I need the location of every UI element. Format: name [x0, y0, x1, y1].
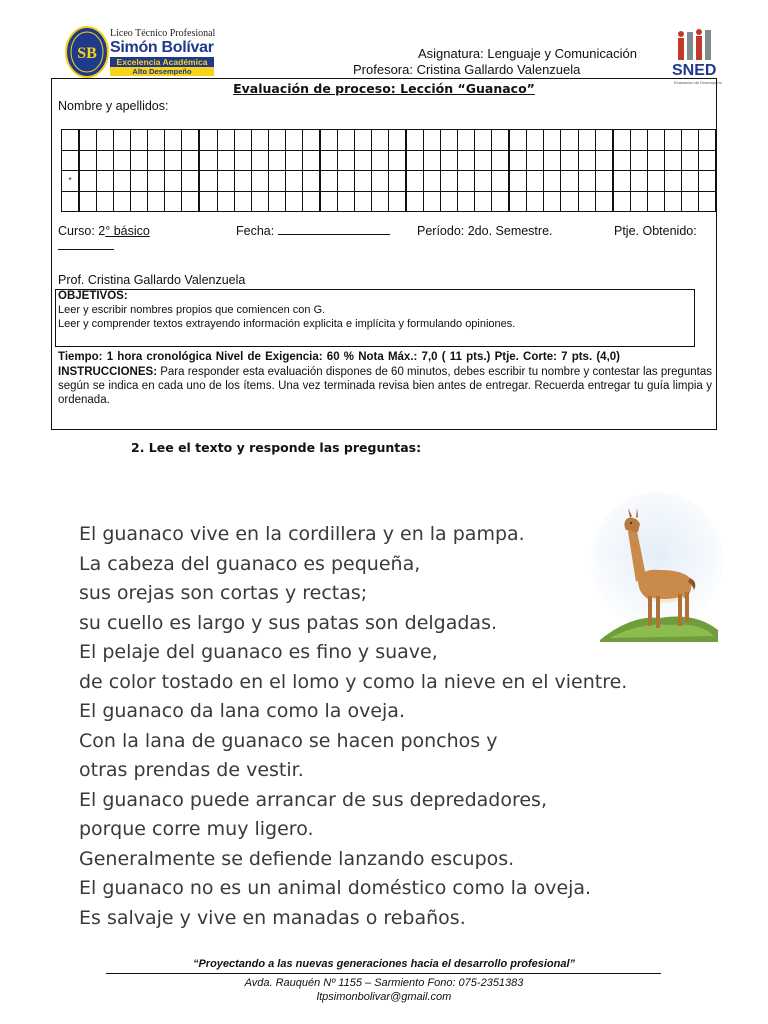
grid-cell[interactable] — [509, 171, 527, 192]
grid-cell[interactable] — [337, 130, 354, 151]
grid-cell[interactable] — [199, 150, 217, 171]
grid-cell[interactable] — [613, 191, 631, 212]
grid-cell[interactable] — [320, 191, 338, 212]
grid-cell[interactable] — [354, 130, 371, 151]
grid-cell[interactable] — [97, 171, 114, 192]
footer-email: ltpsimonbolivar@gmail.com — [316, 991, 452, 1003]
grid-cell[interactable] — [595, 130, 613, 151]
reading-passage — [79, 520, 627, 933]
grid-cell[interactable] — [354, 171, 371, 192]
grid-cell[interactable] — [165, 150, 182, 171]
grid-cell[interactable] — [595, 150, 613, 171]
grid-cell[interactable] — [302, 130, 320, 151]
grid-cell[interactable] — [613, 130, 631, 151]
grid-cell[interactable] — [217, 130, 234, 151]
grid-cell[interactable] — [492, 191, 510, 212]
sned-sublabel: Evaluación de Desempeño — [674, 80, 722, 85]
question-heading: 2. Lee el texto y responde las preguntas: — [131, 440, 422, 455]
grid-cell[interactable] — [475, 150, 492, 171]
grid-cell[interactable]: * — [62, 171, 80, 192]
grid-cell[interactable] — [388, 171, 406, 192]
grid-cell[interactable] — [681, 191, 698, 212]
grid-cell[interactable] — [388, 150, 406, 171]
grid-cell[interactable] — [630, 130, 647, 151]
grid-cell[interactable] — [62, 130, 80, 151]
grid-cell[interactable] — [165, 171, 182, 192]
grid-cell[interactable] — [354, 150, 371, 171]
grid-cell[interactable] — [234, 171, 251, 192]
grid-cell[interactable] — [199, 130, 217, 151]
sned-label: SNED — [672, 62, 717, 79]
grid-cell[interactable] — [698, 171, 715, 192]
reading-line: El guanaco da lana como la oveja. — [79, 700, 405, 722]
grid-cell[interactable] — [664, 130, 681, 151]
grid-cell[interactable] — [251, 130, 268, 151]
grid-cell[interactable] — [285, 130, 302, 151]
grid-cell[interactable] — [199, 191, 217, 212]
grid-cell[interactable] — [388, 130, 406, 151]
grid-cell[interactable] — [509, 150, 527, 171]
grid-cell[interactable] — [578, 130, 595, 151]
objective-item: Leer y comprender textos extrayendo información explicita e implícita y formulando opiniones. — [58, 318, 516, 330]
grid-row[interactable] — [62, 171, 716, 192]
grid-cell[interactable] — [97, 191, 114, 212]
period-field: Período: 2do. Semestre. — [417, 224, 553, 238]
grid-cell[interactable] — [302, 191, 320, 212]
grid-cell[interactable] — [62, 191, 80, 212]
name-writing-grid[interactable] — [61, 129, 716, 212]
grid-cell[interactable] — [544, 130, 561, 151]
grid-cell[interactable] — [97, 130, 114, 151]
footer-address: Avda. Rauquén Nº 1155 – Sarmiento Fono: 075-2351383 — [244, 977, 524, 989]
grid-cell[interactable] — [285, 150, 302, 171]
objective-item: Leer y escribir nombres propios que comiencen con G. — [58, 304, 326, 316]
grid-cell[interactable] — [647, 191, 664, 212]
school-name: Simón Bolívar — [110, 39, 214, 56]
grid-cell[interactable] — [441, 150, 458, 171]
grid-cell[interactable] — [79, 191, 97, 212]
grid-cell[interactable] — [234, 150, 251, 171]
grid-cell[interactable] — [165, 130, 182, 151]
grid-cell[interactable] — [647, 171, 664, 192]
grid-cell[interactable] — [97, 150, 114, 171]
student-info-box — [51, 78, 717, 430]
grid-cell[interactable] — [217, 171, 234, 192]
grid-cell[interactable] — [681, 150, 698, 171]
grid-cell[interactable] — [337, 150, 354, 171]
grid-cell[interactable] — [371, 191, 388, 212]
grid-cell[interactable] — [217, 150, 234, 171]
reading-line: otras prendas de vestir. — [79, 759, 304, 781]
grid-row[interactable] — [62, 150, 716, 171]
grid-cell[interactable] — [424, 191, 441, 212]
grid-cell[interactable] — [509, 130, 527, 151]
grid-cell[interactable] — [131, 130, 148, 151]
footer-divider — [106, 973, 661, 974]
grid-cell[interactable] — [492, 171, 510, 192]
reading-line: La cabeza del guanaco es pequeña, — [79, 552, 421, 575]
grid-cell[interactable] — [148, 130, 165, 151]
grid-cell[interactable] — [544, 171, 561, 192]
school-motto-sub: Alto Desempeño — [110, 67, 214, 76]
grid-cell[interactable] — [406, 130, 424, 151]
grid-cell[interactable] — [595, 171, 613, 192]
grid-cell[interactable] — [509, 191, 527, 212]
grid-cell[interactable] — [578, 191, 595, 212]
grid-cell[interactable] — [424, 150, 441, 171]
grid-cell[interactable] — [441, 191, 458, 212]
grid-cell[interactable] — [527, 150, 544, 171]
instructions-label: INSTRUCCIONES: — [58, 366, 158, 378]
grid-cell[interactable] — [302, 171, 320, 192]
grid-cell[interactable] — [424, 130, 441, 151]
school-logo — [64, 26, 110, 78]
grid-cell[interactable] — [371, 150, 388, 171]
reading-line: El guanaco puede arrancar de sus depredadores, — [79, 788, 547, 811]
grid-cell[interactable] — [664, 191, 681, 212]
grid-cell[interactable] — [268, 130, 285, 151]
teacher-line: Profesora: Cristina Gallardo Valenzuela — [353, 62, 581, 77]
grid-cell[interactable] — [114, 130, 131, 151]
grid-cell[interactable] — [337, 171, 354, 192]
grid-cell[interactable] — [664, 171, 681, 192]
grid-cell[interactable] — [595, 191, 613, 212]
grid-cell[interactable] — [251, 150, 268, 171]
grid-cell[interactable] — [234, 130, 251, 151]
grid-cell[interactable] — [148, 150, 165, 171]
grid-cell[interactable] — [475, 171, 492, 192]
grid-cell[interactable] — [354, 191, 371, 212]
grid-cell[interactable] — [371, 171, 388, 192]
grid-cell[interactable] — [458, 130, 475, 151]
grid-cell[interactable] — [458, 171, 475, 192]
grid-cell[interactable] — [492, 130, 510, 151]
footer-motto: “Proyectando a las nuevas generaciones hacia el desarrollo profesional” — [192, 958, 576, 970]
objectives-box — [55, 289, 695, 347]
reading-line: sus orejas son cortas y rectas; — [79, 582, 368, 604]
grid-cell[interactable] — [458, 150, 475, 171]
grid-cell[interactable] — [148, 191, 165, 212]
grid-cell[interactable] — [371, 130, 388, 151]
grid-cell[interactable] — [698, 130, 715, 151]
grid-cell[interactable] — [251, 191, 268, 212]
school-type: Liceo Técnico Profesional — [110, 28, 216, 39]
grid-cell[interactable] — [388, 191, 406, 212]
instructions — [58, 365, 712, 407]
grid-cell[interactable] — [681, 130, 698, 151]
grid-cell[interactable] — [578, 150, 595, 171]
grid-cell[interactable] — [527, 130, 544, 151]
grid-cell[interactable] — [647, 150, 664, 171]
grid-cell[interactable] — [114, 191, 131, 212]
grid-cell[interactable] — [320, 130, 338, 151]
grid-cell[interactable] — [544, 150, 561, 171]
reading-line: El pelaje del guanaco es fino y suave, — [79, 641, 438, 663]
grid-cell[interactable] — [182, 191, 200, 212]
grid-cell[interactable] — [199, 171, 217, 192]
grid-cell[interactable] — [165, 191, 182, 212]
score-field: Ptje. Obtenido: — [614, 224, 697, 238]
reading-line: Generalmente se defiende lanzando escupos. — [79, 847, 515, 870]
reading-line: su cuello es largo y sus patas son delgadas. — [79, 611, 498, 634]
grid-cell[interactable] — [79, 171, 97, 192]
grid-cell[interactable] — [268, 171, 285, 192]
reading-line: El guanaco vive en la cordillera y en la pampa. — [79, 523, 525, 545]
reading-line: Es salvaje y vive en manadas o rebaños. — [79, 906, 466, 929]
grid-cell[interactable] — [131, 171, 148, 192]
grid-cell[interactable] — [406, 150, 424, 171]
grid-cell[interactable] — [441, 171, 458, 192]
time-and-grading-line: Tiempo: 1 hora cronológica Nivel de Exigencia: 60 % Nota Máx.: 7,0 ( 11 pts.) Ptje. Corte: 7 pts. (4,0) — [58, 351, 620, 363]
grid-cell[interactable] — [79, 150, 97, 171]
grid-cell[interactable] — [475, 130, 492, 151]
grid-cell[interactable] — [251, 171, 268, 192]
grid-cell[interactable] — [285, 171, 302, 192]
grid-row[interactable] — [62, 130, 716, 151]
grid-row[interactable] — [62, 191, 716, 212]
instructions-text: Para responder esta evaluación dispones de 60 minutos, debes escribir tu nombre y contestar las preguntas según se indica en cada uno de los ítems. Una vez terminada revisa bien antes de entregar. Recuerda entregar tu guía limpia y ordenada. — [58, 366, 712, 406]
grid-cell[interactable] — [337, 191, 354, 212]
grid-cell[interactable] — [613, 171, 631, 192]
grid-cell[interactable] — [475, 191, 492, 212]
grid-cell[interactable] — [114, 171, 131, 192]
grid-cell[interactable] — [268, 191, 285, 212]
grid-cell[interactable] — [131, 150, 148, 171]
grid-cell[interactable] — [131, 191, 148, 212]
grid-cell[interactable] — [79, 130, 97, 151]
grid-cell[interactable] — [492, 150, 510, 171]
grid-cell[interactable] — [630, 150, 647, 171]
grid-cell[interactable] — [424, 171, 441, 192]
grid-cell[interactable] — [182, 130, 200, 151]
grid-cell[interactable] — [268, 150, 285, 171]
course-field: Curso: 2° básico — [58, 224, 150, 238]
grid-cell[interactable] — [698, 191, 715, 212]
grid-cell[interactable] — [578, 171, 595, 192]
grid-cell[interactable] — [302, 150, 320, 171]
grid-cell[interactable] — [527, 171, 544, 192]
grid-cell[interactable] — [182, 171, 200, 192]
grid-cell[interactable] — [664, 150, 681, 171]
grid-cell[interactable] — [561, 191, 578, 212]
subject-line: Asignatura: Lenguaje y Comunicación — [418, 46, 637, 61]
grid-cell[interactable] — [114, 150, 131, 171]
score-blank[interactable] — [58, 249, 114, 250]
grid-cell[interactable] — [148, 171, 165, 192]
objectives-title: OBJETIVOS: — [58, 290, 128, 302]
reading-line: porque corre muy ligero. — [79, 818, 314, 840]
grid-cell[interactable] — [62, 150, 80, 171]
evaluation-title: Evaluación de proceso: Lección “Guanaco” — [233, 81, 535, 96]
grid-cell[interactable] — [320, 150, 338, 171]
guanaco-illustration — [590, 490, 724, 650]
grid-cell[interactable] — [234, 191, 251, 212]
professor-line: Prof. Cristina Gallardo Valenzuela — [58, 273, 246, 287]
grid-cell[interactable] — [406, 191, 424, 212]
grid-cell[interactable] — [681, 171, 698, 192]
grid-cell[interactable] — [285, 191, 302, 212]
grid-cell[interactable] — [630, 191, 647, 212]
grid-cell[interactable] — [182, 150, 200, 171]
reading-line: El guanaco no es un animal doméstico como la oveja. — [79, 877, 592, 899]
grid-cell[interactable] — [561, 150, 578, 171]
name-label: Nombre y apellidos: — [58, 99, 169, 113]
grid-cell[interactable] — [630, 171, 647, 192]
date-field[interactable]: Fecha: — [236, 224, 390, 238]
reading-line: Con la lana de guanaco se hacen ponchos y — [79, 729, 498, 752]
grid-cell[interactable] — [561, 130, 578, 151]
school-motto-bar: Excelencia Académica — [110, 57, 214, 67]
grid-cell[interactable] — [320, 171, 338, 192]
grid-cell[interactable] — [544, 191, 561, 212]
reading-line: de color tostado en el lomo y como la nieve en el vientre. — [79, 670, 628, 693]
school-name-block — [110, 28, 214, 76]
grid-cell[interactable] — [527, 191, 544, 212]
grid-cell[interactable] — [406, 171, 424, 192]
grid-cell[interactable] — [458, 191, 475, 212]
grid-cell[interactable] — [217, 191, 234, 212]
grid-cell[interactable] — [561, 171, 578, 192]
logo-initials: SB — [77, 45, 97, 62]
grid-cell[interactable] — [647, 130, 664, 151]
grid-cell[interactable] — [441, 130, 458, 151]
grid-cell[interactable] — [613, 150, 631, 171]
grid-cell[interactable] — [698, 150, 715, 171]
